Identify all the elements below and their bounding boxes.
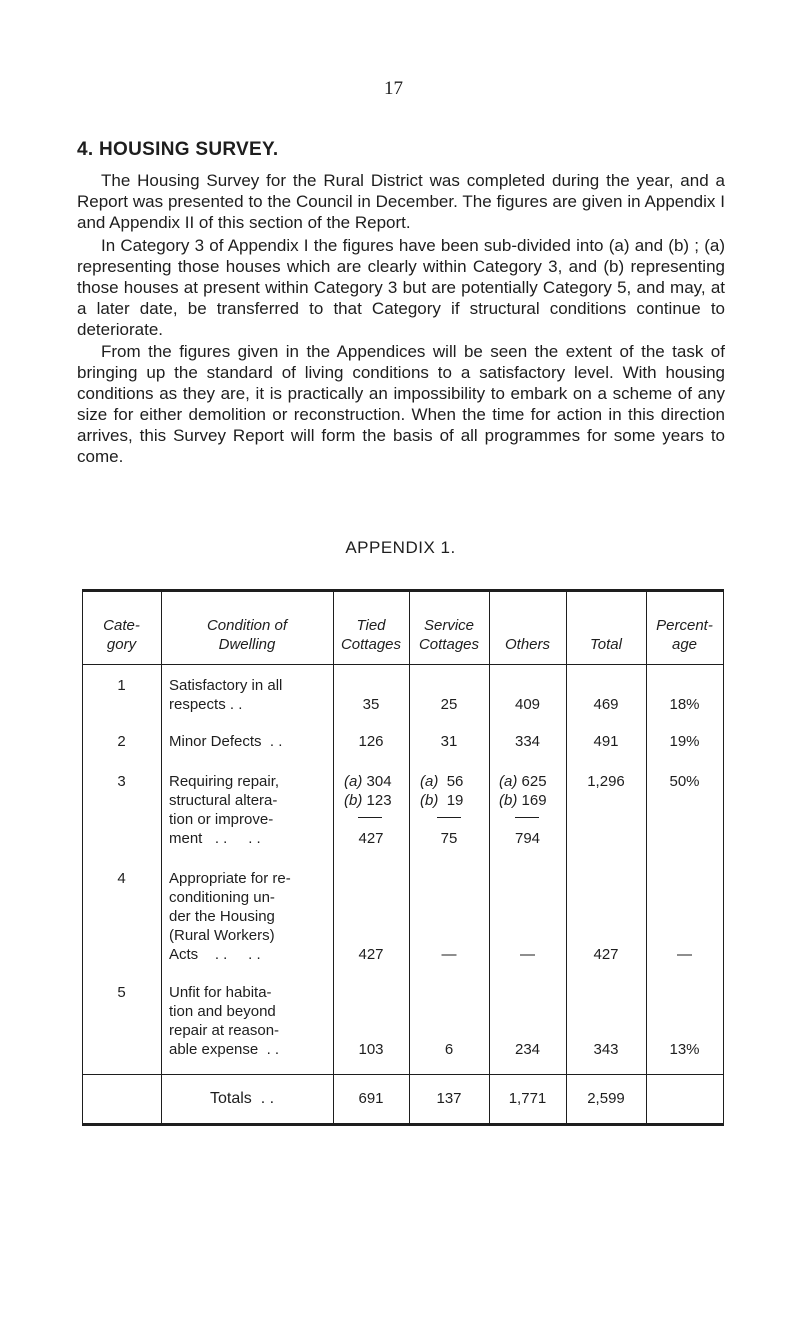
header-others: Others (504, 636, 550, 653)
row4-tied: 427 (358, 946, 384, 963)
row3-percentage: 50% (669, 773, 700, 790)
header-rule (82, 664, 724, 665)
row3-tied-a: (a) 304 (344, 773, 392, 790)
row4-condition: Appropriate for re- conditioning un- der the Housing (Rural Workers) Acts . . . . (169, 870, 291, 963)
row3-service-rule (437, 817, 461, 818)
row5-others: 234 (514, 1041, 541, 1058)
row2-condition: Minor Defects . . (169, 733, 283, 750)
row3-tied-rule (358, 817, 382, 818)
row3-condition: Requiring repair, structural altera- tion or improve- ment . . . . (169, 773, 280, 847)
table-top-rule (82, 589, 724, 592)
totals-others: 1,771 (508, 1090, 547, 1107)
row3-category: 3 (117, 773, 126, 790)
row1-condition: Satisfactory in all respects . . (169, 677, 283, 713)
row5-percentage: 13% (669, 1041, 700, 1058)
totals-rule (82, 1074, 724, 1075)
header-tied-cottages: Tied Cottages (340, 617, 402, 653)
row2-total: 491 (593, 733, 619, 750)
paragraph-1: The Housing Survey for the Rural District was completed during the year, and a Report was presented to the Council in December. The figures are given in Appendix I and Appendix II of this section of the Report. (77, 171, 725, 232)
row5-tied: 103 (358, 1041, 384, 1058)
totals-service: 137 (436, 1090, 462, 1107)
table-bottom-rule (82, 1123, 724, 1126)
totals-tied: 691 (358, 1090, 384, 1107)
header-condition: Condition of Dwelling (206, 617, 288, 653)
row3-service-a: (a) 56 (420, 773, 464, 790)
row3-tied-b-value: 123 (366, 792, 392, 809)
table-left-border (82, 589, 83, 1125)
row2-service: 31 (440, 733, 458, 750)
row2-percentage: 19% (669, 733, 700, 750)
row3-others-a-value: 625 (521, 773, 547, 790)
appendix-title: APPENDIX 1. (345, 538, 456, 557)
row1-others: 409 (514, 696, 541, 713)
totals-label: Totals . . (210, 1090, 275, 1107)
row3-others-a: (a) 625 (499, 773, 547, 790)
col-divider-1 (161, 589, 162, 1125)
row4-service: — (441, 946, 457, 963)
row5-condition: Unfit for habita- tion and beyond repair at reason- able expense . . (169, 984, 280, 1058)
row3-total: 1,296 (587, 773, 625, 790)
row1-service: 25 (440, 696, 458, 713)
row4-category: 4 (117, 870, 126, 887)
header-service-cottages: Service Cottages (418, 617, 480, 653)
row3-tied-a-value: 304 (366, 773, 392, 790)
row3-others: 794 (514, 830, 541, 847)
row3-tied: 427 (358, 830, 384, 847)
row2-others: 334 (514, 733, 541, 750)
row3-tied-b: (b) 123 (344, 792, 392, 809)
row5-total: 343 (593, 1041, 619, 1058)
row5-service: 6 (444, 1041, 454, 1058)
paragraph-2: In Category 3 of Appendix I the figures have been sub-divided into (a) and (b) ; (a) representing those houses which are clearly within Category 3, and (b) representing those houses at present within Category 3 but are potentially Category 5, and may, at a later date, be transferred to that Category if structural conditions continue to deteriorate. (77, 236, 725, 339)
row2-category: 2 (117, 733, 126, 750)
header-total: Total (590, 636, 622, 653)
header-category: Cate- gory (103, 617, 140, 653)
totals-total: 2,599 (587, 1090, 625, 1107)
row1-tied: 35 (362, 696, 380, 713)
row4-total: 427 (593, 946, 619, 963)
row4-percentage: — (677, 946, 692, 963)
header-percentage: Percent- age (656, 617, 713, 653)
row3-service-b-value: 19 (446, 792, 464, 809)
row3-service-b: (b) 19 (420, 792, 464, 809)
paragraph-3: From the figures given in the Appendices will be seen the extent of the task of bringing up the standard of living conditions to a satisfactory level. With housing conditions as they are, it is practically an impossibility to embark on a scheme of any size for either demolition or reconstruction. When the time for action in this direction arrives, this Survey Report will form the basis of all programmes for some years to come. (77, 342, 725, 466)
table-right-border (723, 589, 724, 1125)
row3-others-b: (b) 169 (499, 792, 547, 809)
row3-others-rule (515, 817, 539, 818)
row3-service: 75 (440, 830, 458, 847)
page-number: 17 (384, 78, 403, 99)
row1-percentage: 18% (669, 696, 700, 713)
section-heading: 4. HOUSING SURVEY. (77, 139, 279, 160)
row3-others-b-value: 169 (521, 792, 547, 809)
row1-category: 1 (117, 677, 126, 694)
row2-tied: 126 (358, 733, 384, 750)
row5-category: 5 (117, 984, 126, 1001)
row3-service-a-value: 56 (446, 773, 464, 790)
row4-others: — (520, 946, 535, 963)
row1-total: 469 (593, 696, 619, 713)
